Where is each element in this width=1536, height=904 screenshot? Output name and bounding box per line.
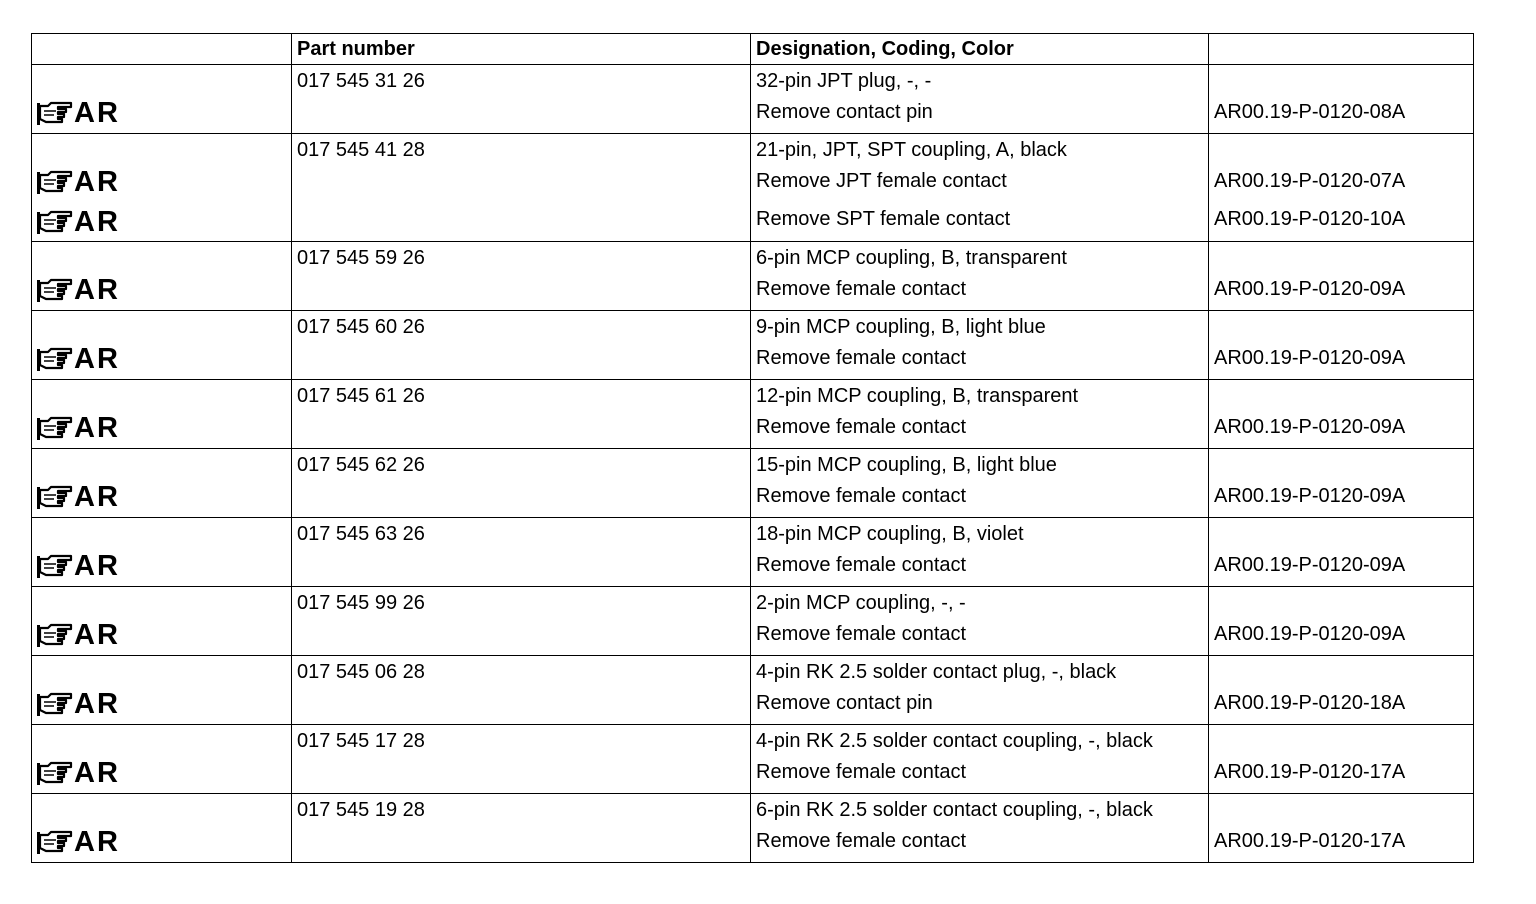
part-number: 017 545 60 26 [297,316,425,338]
ar-link[interactable] [32,549,291,582]
reference-cell [1209,380,1474,449]
ar-cell [32,65,292,134]
table-row [32,587,1474,656]
pointing-hand-icon [36,761,74,787]
part-number: 017 545 59 26 [297,247,425,269]
table-row [32,518,1474,587]
table-row [32,242,1474,311]
designation-cell [751,134,1209,242]
designation-cell [751,656,1209,725]
part-number-cell [292,725,751,794]
reference-cell [1209,449,1474,518]
ar-cell [32,449,292,518]
ar-cell [32,725,292,794]
document-reference[interactable]: AR00.19-P-0120-09A [1214,347,1406,369]
parts-table [31,33,1474,863]
reference-cell [1209,311,1474,380]
designation: 6-pin MCP coupling, B, transparent [756,247,1067,269]
designation: 6-pin RK 2.5 solder contact coupling, -, black [756,799,1153,821]
table-row [32,656,1474,725]
part-number-cell [292,380,751,449]
action-text: Remove female contact [756,485,967,507]
designation-cell [751,794,1209,863]
designation-cell [751,587,1209,656]
action-text: Remove female contact [756,830,967,852]
designation-cell [751,518,1209,587]
designation: 21-pin, JPT, SPT coupling, A, black [756,139,1067,161]
ar-label: AR [74,481,120,513]
ar-cell [32,134,292,242]
action-text: Remove female contact [756,278,967,300]
ar-label: AR [74,688,120,720]
ar-cell [32,518,292,587]
document-reference[interactable]: AR00.19-P-0120-17A [1214,830,1406,852]
part-number-cell [292,242,751,311]
pointing-hand-icon [36,623,74,649]
part-number: 017 545 31 26 [297,70,425,92]
header-row [32,34,1474,65]
pointing-hand-icon [36,692,74,718]
pointing-hand-icon [36,347,74,373]
part-number: 017 545 17 28 [297,730,425,752]
pointing-hand-icon [36,210,74,236]
part-number: 017 545 06 28 [297,661,425,683]
pointing-hand-icon [36,278,74,304]
ar-cell [32,656,292,725]
action-text: Remove female contact [756,761,967,783]
designation-cell [751,242,1209,311]
document-reference[interactable]: AR00.19-P-0120-09A [1214,554,1406,576]
table-row [32,725,1474,794]
action-text: Remove female contact [756,347,967,369]
action-text: Remove female contact [756,623,967,645]
ar-label: AR [74,619,120,651]
part-number: 017 545 63 26 [297,523,425,545]
action-text: Remove JPT female contact [756,170,1007,192]
ar-cell [32,380,292,449]
ar-link[interactable] [32,205,291,238]
table-row [32,794,1474,863]
designation: 18-pin MCP coupling, B, violet [756,523,1024,545]
designation: 15-pin MCP coupling, B, light blue [756,454,1057,476]
document-reference[interactable]: AR00.19-P-0120-09A [1214,416,1406,438]
document-reference[interactable]: AR00.19-P-0120-17A [1214,761,1406,783]
part-number-cell [292,587,751,656]
table-row [32,65,1474,134]
pointing-hand-icon [36,485,74,511]
reference-cell [1209,134,1474,242]
reference-cell [1209,587,1474,656]
designation-cell [751,65,1209,134]
designation-cell [751,449,1209,518]
designation: 4-pin RK 2.5 solder contact coupling, -, black [756,730,1153,752]
reference-cell [1209,656,1474,725]
document-reference[interactable]: AR00.19-P-0120-08A [1214,101,1406,123]
table-row [32,134,1474,242]
ar-link[interactable] [32,273,291,306]
document-reference[interactable]: AR00.19-P-0120-18A [1214,692,1406,714]
designation: 4-pin RK 2.5 solder contact plug, -, black [756,661,1117,683]
designation: 12-pin MCP coupling, B, transparent [756,385,1079,407]
part-number-cell [292,794,751,863]
ar-label: AR [74,757,120,789]
ar-label: AR [74,826,120,858]
pointing-hand-icon [36,830,74,856]
ar-link[interactable] [32,687,291,720]
designation: 9-pin MCP coupling, B, light blue [756,316,1046,338]
ar-link[interactable] [32,618,291,651]
part-number-cell [292,134,751,242]
document-reference[interactable]: AR00.19-P-0120-09A [1214,485,1406,507]
ar-label: AR [74,550,120,582]
designation: 32-pin JPT plug, -, - [756,70,932,92]
action-text: Remove contact pin [756,692,933,714]
ar-label: AR [74,206,120,238]
action-text: Remove female contact [756,554,967,576]
header-col1 [32,34,292,65]
table-row [32,380,1474,449]
designation-cell [751,311,1209,380]
reference-cell [1209,518,1474,587]
header-part-number: Part number [292,34,751,65]
ar-label: AR [74,97,120,129]
ar-cell [32,242,292,311]
ar-label: AR [74,166,120,198]
ar-label: AR [74,343,120,375]
action-text: Remove female contact [756,416,967,438]
ar-link[interactable] [32,480,291,513]
ar-link[interactable] [32,342,291,375]
part-number: 017 545 19 28 [297,799,425,821]
table-row [32,449,1474,518]
ar-cell [32,587,292,656]
designation-cell [751,725,1209,794]
reference-cell [1209,794,1474,863]
pointing-hand-icon [36,416,74,442]
part-number: 017 545 62 26 [297,454,425,476]
ar-label: AR [74,274,120,306]
header-col4 [1209,34,1474,65]
document-reference[interactable]: AR00.19-P-0120-10A [1214,208,1406,230]
part-number-cell [292,65,751,134]
reference-cell [1209,65,1474,134]
part-number: 017 545 99 26 [297,592,425,614]
pointing-hand-icon [36,554,74,580]
pointing-hand-icon [36,101,74,127]
ar-link[interactable] [32,411,291,444]
ar-label: AR [74,412,120,444]
part-number: 017 545 41 28 [297,139,425,161]
ar-link[interactable] [32,756,291,789]
ar-link[interactable] [32,96,291,129]
document-reference[interactable]: AR00.19-P-0120-09A [1214,623,1406,645]
ar-link[interactable] [32,165,291,198]
reference-cell [1209,242,1474,311]
table-row [32,311,1474,380]
designation-cell [751,380,1209,449]
part-number-cell [292,449,751,518]
part-number-cell [292,311,751,380]
ar-link[interactable] [32,825,291,858]
header-designation: Designation, Coding, Color [751,34,1209,65]
action-text: Remove SPT female contact [756,208,1011,230]
document-reference[interactable]: AR00.19-P-0120-09A [1214,278,1406,300]
reference-cell [1209,725,1474,794]
part-number: 017 545 61 26 [297,385,425,407]
document-reference[interactable]: AR00.19-P-0120-07A [1214,170,1406,192]
ar-cell [32,311,292,380]
part-number-cell [292,518,751,587]
action-text: Remove contact pin [756,101,933,123]
part-number-cell [292,656,751,725]
designation: 2-pin MCP coupling, -, - [756,592,966,614]
ar-cell [32,794,292,863]
pointing-hand-icon [36,170,74,196]
